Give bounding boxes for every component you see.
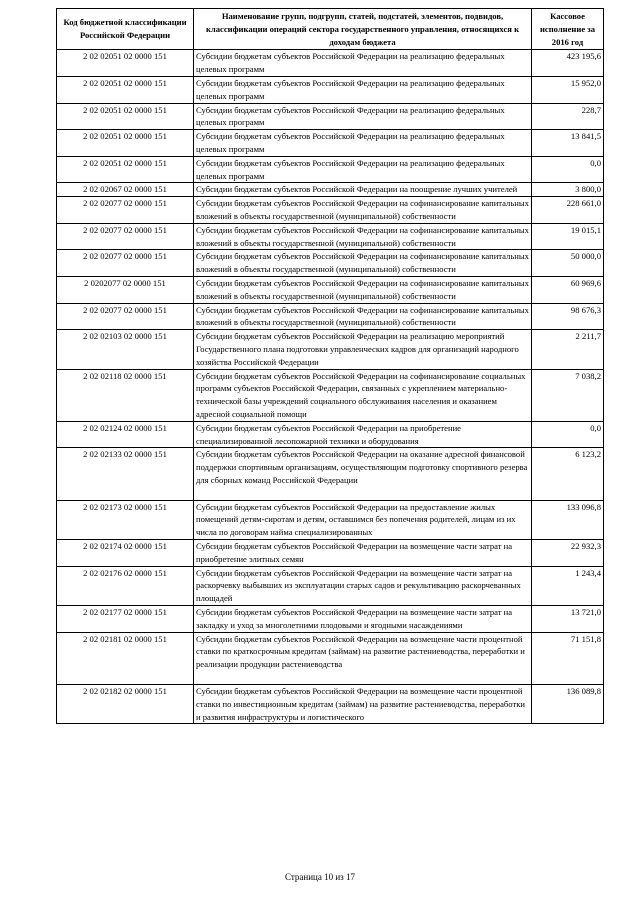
amount-cell: 98 676,3	[532, 303, 604, 330]
name-cell: Субсидии бюджетам субъектов Российской Федерации на софинансирование капитальных вложений в объекты государственной (муниципальной) собственности	[194, 197, 532, 224]
code-cell: 2 02 02174 02 0000 151	[57, 540, 194, 567]
name-cell: Субсидии бюджетам субъектов Российской Федерации на реализацию федеральных целевых программ	[194, 156, 532, 183]
table-row	[57, 276, 604, 303]
amount-cell: 13 721,0	[532, 606, 604, 633]
name-cell: Субсидии бюджетам субъектов Российской Федерации на реализацию мероприятий Государственного плана подготовки управленческих кадров для организаций народного хозяйства Российской Федерации	[194, 330, 532, 369]
name-cell: Субсидии бюджетам субъектов Российской Федерации на возмещение части затрат на приобретение элитных семян	[194, 540, 532, 567]
table-row	[57, 540, 604, 567]
amount-cell: 19 015,1	[532, 223, 604, 250]
code-cell: 2 02 02103 02 0000 151	[57, 330, 194, 369]
table-row	[57, 632, 604, 684]
amount-cell: 0,0	[532, 156, 604, 183]
table-row	[57, 223, 604, 250]
amount-cell: 1 243,4	[532, 566, 604, 605]
name-cell: Субсидии бюджетам субъектов Российской Федерации на софинансирование социальных программ субъектов Российской Федерации, связанных с укреплением материально-технической базы учреждений социального обслуживания населения и оказанием адресной социальной помощи	[194, 369, 532, 421]
table-row	[57, 130, 604, 157]
table-body	[57, 50, 604, 724]
amount-cell: 50 000,0	[532, 250, 604, 277]
table-row	[57, 566, 604, 605]
table-row	[57, 685, 604, 724]
code-cell: 2 02 02124 02 0000 151	[57, 421, 194, 448]
amount-cell: 228 661,0	[532, 197, 604, 224]
name-cell: Субсидии бюджетам субъектов Российской Федерации на реализацию федеральных целевых программ	[194, 130, 532, 157]
name-cell: Субсидии бюджетам субъектов Российской Федерации на оказание адресной финансовой поддержки спортивным организациям, осуществляющим подготовку спортивного резерва для сборных команд Российской Федерации	[194, 448, 532, 500]
amount-cell: 3 800,0	[532, 183, 604, 197]
code-cell: 2 02 02051 02 0000 151	[57, 76, 194, 103]
table-row	[57, 50, 604, 77]
table-row	[57, 303, 604, 330]
table-row	[57, 369, 604, 421]
table-row	[57, 606, 604, 633]
table-row	[57, 421, 604, 448]
amount-cell: 7 038,2	[532, 369, 604, 421]
amount-cell: 228,7	[532, 103, 604, 130]
table-row	[57, 183, 604, 197]
code-cell: 2 02 02133 02 0000 151	[57, 448, 194, 500]
code-cell: 2 02 02051 02 0000 151	[57, 130, 194, 157]
code-cell: 2 02 02182 02 0000 151	[57, 685, 194, 724]
amount-cell: 71 151,8	[532, 632, 604, 684]
name-cell: Субсидии бюджетам субъектов Российской Федерации на предоставление жилых помещений детям-сиротам и детям, оставшимся без попечения родителей, лицам из их числа по договорам найма специализированных	[194, 500, 532, 539]
table-row	[57, 448, 604, 500]
header-code: Код бюджетной классификации Российской Федерации	[57, 9, 194, 50]
name-cell: Субсидии бюджетам субъектов Российской Федерации на реализацию федеральных целевых программ	[194, 103, 532, 130]
code-cell: 2 0202077 02 0000 151	[57, 276, 194, 303]
name-cell: Субсидии бюджетам субъектов Российской Федерации на софинансирование капитальных вложений в объекты государственной (муниципальной) собственности	[194, 250, 532, 277]
page-number: Страница 10 из 17	[285, 872, 355, 882]
code-cell: 2 02 02077 02 0000 151	[57, 197, 194, 224]
table-header	[57, 9, 604, 50]
code-cell: 2 02 02051 02 0000 151	[57, 156, 194, 183]
header-amount: Кассовое исполнение за 2016 год	[532, 9, 604, 50]
amount-cell: 13 841,5	[532, 130, 604, 157]
code-cell: 2 02 02118 02 0000 151	[57, 369, 194, 421]
name-cell: Субсидии бюджетам субъектов Российской Федерации на реализацию федеральных целевых программ	[194, 50, 532, 77]
name-cell: Субсидии бюджетам субъектов Российской Федерации на возмещение части затрат на раскорчевку выбывших из эксплуатации старых садов и рекультивацию раскорчеванных площадей	[194, 566, 532, 605]
code-cell: 2 02 02077 02 0000 151	[57, 250, 194, 277]
name-cell: Субсидии бюджетам субъектов Российской Федерации на возмещение части затрат на закладку и уход за многолетними плодовыми и ягодными насаждениями	[194, 606, 532, 633]
name-cell: Субсидии бюджетам субъектов Российской Федерации на софинансирование капитальных вложений в объекты государственной (муниципальной) собственности	[194, 223, 532, 250]
table-row	[57, 330, 604, 369]
code-cell: 2 02 02051 02 0000 151	[57, 50, 194, 77]
code-cell: 2 02 02177 02 0000 151	[57, 606, 194, 633]
code-cell: 2 02 02181 02 0000 151	[57, 632, 194, 684]
code-cell: 2 02 02176 02 0000 151	[57, 566, 194, 605]
name-cell: Субсидии бюджетам субъектов Российской Федерации на софинансирование капитальных вложений в объекты государственной (муниципальной) собственности	[194, 276, 532, 303]
code-cell: 2 02 02173 02 0000 151	[57, 500, 194, 539]
table-row	[57, 500, 604, 539]
name-cell: Субсидии бюджетам субъектов Российской Федерации на реализацию федеральных целевых программ	[194, 76, 532, 103]
header-name: Наименование групп, подгрупп, статей, подстатей, элементов, подвидов, классификации операций сектора государственного управления, относящихся к доходам бюджета	[194, 9, 532, 50]
table-row	[57, 250, 604, 277]
amount-cell: 15 952,0	[532, 76, 604, 103]
amount-cell: 60 969,6	[532, 276, 604, 303]
name-cell: Субсидии бюджетам субъектов Российской Федерации на приобретение специализированной лесопожарной техники и оборудования	[194, 421, 532, 448]
name-cell: Субсидии бюджетам субъектов Российской Федерации на софинансирование капитальных вложений в объекты государственной (муниципальной) собственности	[194, 303, 532, 330]
header-row	[57, 9, 604, 50]
amount-cell: 22 932,3	[532, 540, 604, 567]
table-row	[57, 76, 604, 103]
amount-cell: 136 089,8	[532, 685, 604, 724]
code-cell: 2 02 02051 02 0000 151	[57, 103, 194, 130]
name-cell: Субсидии бюджетам субъектов Российской Федерации на поощрение лучших учителей	[194, 183, 532, 197]
code-cell: 2 02 02077 02 0000 151	[57, 303, 194, 330]
amount-cell: 423 195,6	[532, 50, 604, 77]
budget-table	[56, 8, 604, 724]
name-cell: Субсидии бюджетам субъектов Российской Федерации на возмещение части процентной ставки по краткосрочным кредитам (займам) на развитие растениеводства, переработки и реализации продукции растениеводства	[194, 632, 532, 684]
code-cell: 2 02 02067 02 0000 151	[57, 183, 194, 197]
name-cell: Субсидии бюджетам субъектов Российской Федерации на возмещение части процентной ставки по инвестиционным кредитам (займам) на развитие растениеводства, переработки и развития инфраструктуры и логистического	[194, 685, 532, 724]
table-row	[57, 156, 604, 183]
amount-cell: 2 211,7	[532, 330, 604, 369]
amount-cell: 133 096,8	[532, 500, 604, 539]
amount-cell: 6 123,2	[532, 448, 604, 500]
code-cell: 2 02 02077 02 0000 151	[57, 223, 194, 250]
amount-cell: 0,0	[532, 421, 604, 448]
table-row	[57, 197, 604, 224]
table-row	[57, 103, 604, 130]
